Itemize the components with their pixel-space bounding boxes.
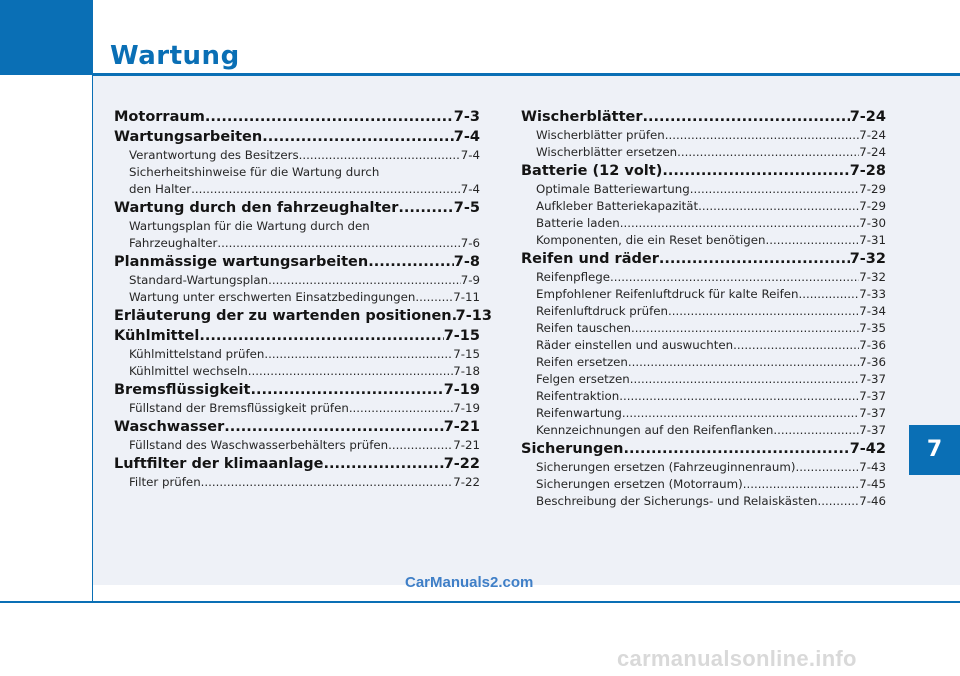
toc-page-number: 7-4 (460, 148, 480, 162)
toc-page-number: 7-36 (859, 338, 886, 352)
toc-dot-leader (662, 162, 849, 181)
toc-dot-leader (398, 199, 453, 218)
toc-page-number: 7-37 (859, 372, 886, 386)
toc-entry-title: Wischerblätter (521, 109, 643, 125)
toc-column-left (114, 107, 492, 491)
toc-subsection-entry[interactable] (521, 354, 886, 371)
toc-page-number: 7-15 (443, 328, 480, 344)
toc-entry-title: Luftfilter der klimaanlage (114, 456, 324, 472)
toc-entry-title: Verantwortung des Besitzers (129, 148, 299, 162)
toc-dot-leader (619, 388, 859, 405)
toc-page-number: 7-28 (849, 163, 886, 179)
toc-subsection-entry[interactable] (521, 422, 886, 439)
toc-entry-title: Optimale Batteriewartung (536, 182, 690, 196)
toc-page-number: 7-30 (859, 216, 886, 230)
toc-dot-leader (299, 147, 461, 164)
toc-subsection-entry[interactable] (521, 303, 886, 320)
toc-entry-title: Füllstand der Bremsflüssigkeit prüfen (129, 401, 349, 415)
toc-subsection-entry[interactable] (521, 286, 886, 303)
toc-subsection-entry[interactable] (114, 346, 480, 363)
toc-entry-wrap-line: Sicherheitshinweise für die Wartung durch (129, 165, 380, 179)
toc-subsection-entry[interactable] (114, 235, 480, 252)
toc-entry-title: Füllstand des Waschwasserbehälters prüfen (129, 438, 389, 452)
toc-dot-leader (264, 346, 453, 363)
toc-entry-title: Filter prüfen (129, 475, 201, 489)
toc-dot-leader (201, 474, 454, 491)
toc-subsection-entry[interactable] (521, 232, 886, 249)
toc-entry-title: Planmässige wartungsarbeiten (114, 254, 369, 270)
toc-entry-title: Sicherungen ersetzen (Motorraum) (536, 477, 743, 491)
toc-section-entry[interactable] (114, 128, 480, 147)
toc-page-number: 7-13 (455, 308, 492, 324)
toc-page-number: 7-29 (859, 182, 886, 196)
toc-page-number: 7-3 (453, 109, 480, 125)
toc-page-number: 7-33 (859, 287, 886, 301)
toc-page-number: 7-6 (460, 236, 480, 250)
toc-entry-title: Erläuterung der zu wartenden positionen (114, 308, 452, 324)
toc-subsection-entry[interactable] (521, 144, 886, 161)
toc-entry-title: Wischerblätter ersetzen (536, 145, 678, 159)
toc-section-entry[interactable] (114, 307, 492, 326)
toc-page-number: 7-18 (453, 364, 480, 378)
toc-page-number: 7-24 (849, 109, 886, 125)
toc-page-number: 7-19 (443, 382, 480, 398)
footer-rule (0, 601, 960, 603)
toc-dot-leader (659, 250, 850, 269)
toc-subsection-entry[interactable] (521, 405, 886, 422)
toc-page-number: 7-32 (849, 251, 886, 267)
toc-section-entry[interactable] (114, 327, 480, 346)
toc-dot-leader (349, 400, 453, 417)
carmanuals-watermark[interactable]: CarManuals2.com (405, 574, 534, 591)
toc-section-entry[interactable] (114, 253, 480, 272)
toc-page-number: 7-24 (859, 145, 886, 159)
toc-entry-title: Reifentraktion (536, 389, 620, 403)
toc-dot-leader (248, 363, 454, 380)
toc-subsection-entry[interactable] (114, 147, 480, 164)
corner-block (0, 0, 92, 75)
toc-subsection-entry[interactable] (114, 363, 480, 380)
toc-section-entry[interactable] (521, 108, 886, 127)
toc-section-entry[interactable] (114, 418, 480, 437)
toc-dot-leader (224, 418, 443, 437)
toc-dot-leader (628, 354, 859, 371)
toc-entry-title: Reifen und räder (521, 251, 659, 267)
toc-subsection-entry[interactable] (114, 289, 480, 306)
toc-dot-leader (698, 198, 859, 215)
toc-dot-leader (624, 440, 850, 459)
toc-entry-title: Reifenwartung (536, 406, 622, 420)
toc-page-number: 7-15 (453, 347, 480, 361)
toc-page-number: 7-37 (859, 406, 886, 420)
toc-entry-title: Batterie laden (536, 216, 620, 230)
toc-subsection-entry[interactable] (521, 337, 886, 354)
toc-page-number: 7-22 (443, 456, 480, 472)
toc-subsection-entry[interactable] (521, 493, 886, 510)
toc-dot-leader (250, 381, 443, 400)
toc-subsection-entry[interactable] (114, 400, 480, 417)
toc-dot-leader (743, 476, 860, 493)
chapter-tab[interactable]: 7 (909, 425, 960, 475)
toc-subsection-entry[interactable] (114, 474, 480, 491)
toc-page-number: 7-11 (453, 290, 480, 304)
toc-section-entry[interactable] (114, 381, 480, 400)
toc-entry-wrap-line: Wartungsplan für die Wartung durch den (129, 219, 370, 233)
toc-page-number: 7-42 (849, 441, 886, 457)
toc-page-number: 7-31 (859, 233, 886, 247)
toc-entry-title: Waschwasser (114, 419, 225, 435)
toc-subsection-entry[interactable] (521, 269, 886, 286)
toc-page-number: 7-35 (859, 321, 886, 335)
toc-entry-title: Wartungsarbeiten (114, 129, 263, 145)
toc-subsection-entry[interactable] (521, 198, 886, 215)
toc-dot-leader (668, 303, 859, 320)
toc-page-number: 7-8 (453, 254, 480, 270)
toc-entry-title: Wartung unter erschwerten Einsatzbedingungen (129, 290, 416, 304)
toc-page-number: 7-22 (453, 475, 480, 489)
toc-dot-leader (620, 215, 860, 232)
toc-page-number: 7-29 (859, 199, 886, 213)
toc-entry-title: Aufkleber Batteriekapazität (536, 199, 699, 213)
toc-page-number: 7-4 (460, 182, 480, 196)
toc-subsection-entry[interactable] (521, 476, 886, 493)
toc-entry-title: Reifen ersetzen (536, 355, 628, 369)
toc-dot-leader (765, 232, 859, 249)
toc-dot-leader (677, 144, 859, 161)
toc-dot-leader (610, 269, 859, 286)
toc-dot-leader (217, 235, 460, 252)
page-title: Wartung (110, 41, 240, 71)
toc-dot-leader (205, 108, 454, 127)
toc-page-number: 7-32 (859, 270, 886, 284)
toc-dot-leader (799, 286, 860, 303)
toc-entry-title: Wartung durch den fahrzeughalter (114, 200, 399, 216)
toc-page-number: 7-21 (443, 419, 480, 435)
toc-subsection-entry[interactable] (114, 181, 480, 198)
toc-dot-leader (690, 181, 860, 198)
toc-subsection-entry[interactable] (114, 272, 480, 289)
toc-dot-leader (388, 437, 453, 454)
toc-subsection-entry[interactable] (521, 127, 886, 144)
toc-page-number: 7-4 (453, 129, 480, 145)
toc-entry-title: Kennzeichnungen auf den Reifenflanken (536, 423, 774, 437)
toc-entry-title: Komponenten, die ein Reset benötigen (536, 233, 766, 247)
toc-dot-leader (268, 272, 461, 289)
toc-dot-leader (622, 405, 859, 422)
toc-subsection-entry[interactable] (521, 459, 886, 476)
toc-entry-title: Sicherungen ersetzen (Fahrzeuginnenraum) (536, 460, 796, 474)
toc-entry-title: Beschreibung der Sicherungs- und Relaiskästen (536, 494, 818, 508)
toc-subsection-entry[interactable] (521, 320, 886, 337)
toc-page-number: 7-21 (453, 438, 480, 452)
toc-dot-leader (665, 127, 860, 144)
toc-entry-title: Reifenpflege (536, 270, 611, 284)
toc-subsection-entry[interactable] (521, 371, 886, 388)
toc-dot-leader (191, 181, 461, 198)
toc-section-entry[interactable] (521, 162, 886, 181)
toc-dot-leader (262, 128, 454, 147)
toc-dot-leader (415, 289, 453, 306)
toc-page-number: 7-43 (859, 460, 886, 474)
toc-entry-title: Kühlmittel (114, 328, 200, 344)
toc-section-entry[interactable] (114, 108, 480, 127)
toc-entry-title: Bremsflüssigkeit (114, 382, 251, 398)
toc-page-number: 7-9 (460, 273, 480, 287)
toc-page-number: 7-45 (859, 477, 886, 491)
toc-entry-title: Batterie (12 volt) (521, 163, 663, 179)
toc-entry-title: Standard-Wartungsplan (129, 273, 269, 287)
toc-page-number: 7-5 (453, 200, 480, 216)
site-watermark[interactable]: carmanualsonline.info (617, 646, 857, 671)
toc-page-number: 7-37 (859, 423, 886, 437)
toc-entry-title: Wischerblätter prüfen (536, 128, 665, 142)
toc-page-number: 7-34 (859, 304, 886, 318)
toc-dot-leader (733, 337, 859, 354)
toc-section-entry[interactable] (114, 455, 480, 474)
toc-dot-leader (795, 459, 859, 476)
toc-dot-leader (630, 371, 860, 388)
toc-subsection-entry[interactable] (521, 215, 886, 232)
toc-entry-title: Räder einstellen und auswuchten (536, 338, 734, 352)
toc-entry-title: Kühlmittel wechseln (129, 364, 248, 378)
toc-section-entry[interactable] (114, 199, 480, 218)
toc-column-right (521, 107, 886, 510)
toc-page-number: 7-19 (453, 401, 480, 415)
toc-entry-title: Sicherungen (521, 441, 624, 457)
toc-entry-title: Empfohlener Reifenluftdruck für kalte Reifen (536, 287, 799, 301)
header-rule (93, 73, 960, 76)
toc-entry-title: Felgen ersetzen (536, 372, 630, 386)
toc-section-entry[interactable] (521, 250, 886, 269)
toc-subsection-entry[interactable] (114, 437, 480, 454)
toc-dot-leader (773, 422, 859, 439)
toc-section-entry[interactable] (521, 440, 886, 459)
toc-dot-leader (642, 108, 849, 127)
toc-page-number: 7-36 (859, 355, 886, 369)
toc-dot-leader (631, 320, 859, 337)
toc-subsection-entry[interactable] (521, 181, 886, 198)
toc-entry-title: Motorraum (114, 109, 205, 125)
toc-entry-title: Kühlmittelstand prüfen (129, 347, 265, 361)
toc-dot-leader (323, 455, 443, 474)
toc-page-number: 7-46 (859, 494, 886, 508)
toc-entry-title: Reifenluftdruck prüfen (536, 304, 669, 318)
toc-page-number: 7-24 (859, 128, 886, 142)
toc-entry-title: Reifen tauschen (536, 321, 632, 335)
toc-dot-leader (817, 493, 859, 510)
toc-subsection-entry[interactable] (521, 388, 886, 405)
toc-dot-leader (368, 253, 454, 272)
toc-page-number: 7-37 (859, 389, 886, 403)
toc-entry-title: Fahrzeughalter (129, 236, 218, 250)
toc-dot-leader (199, 327, 443, 346)
toc-entry-title: den Halter (129, 182, 192, 196)
